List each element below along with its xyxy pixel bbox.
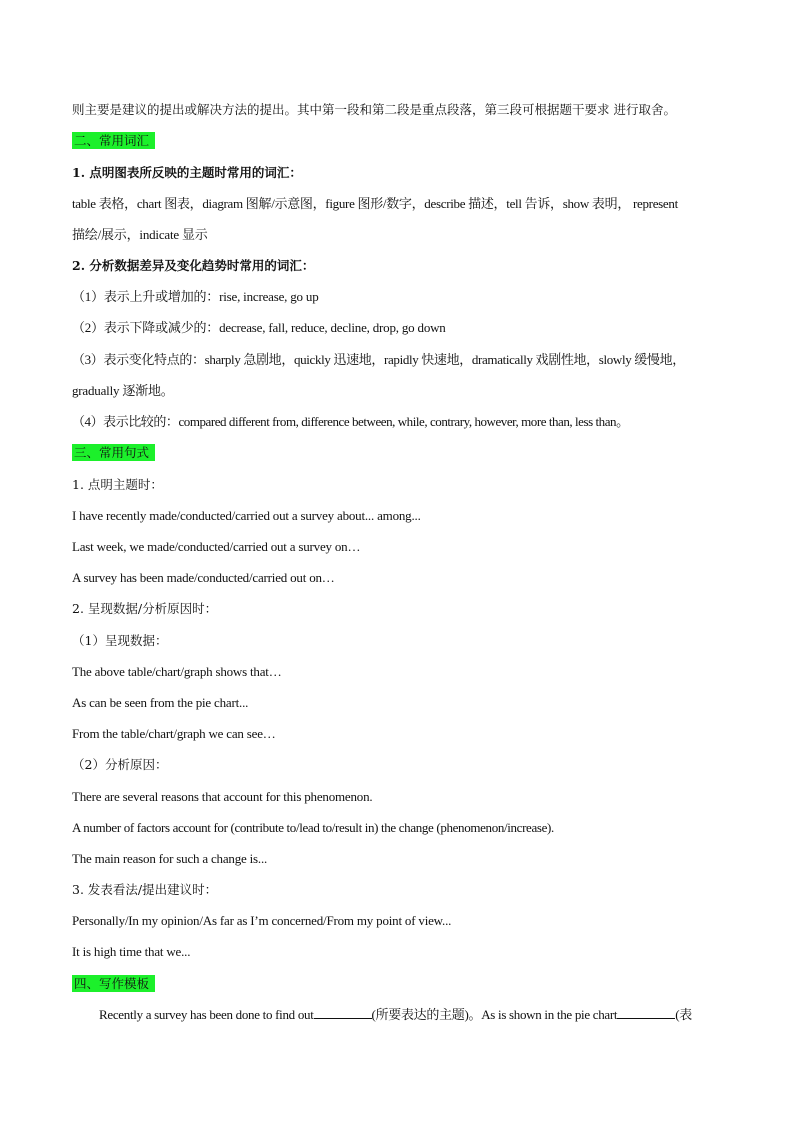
section-heading-sentences	[72, 443, 724, 463]
fill-in-blank	[617, 1006, 675, 1019]
vocab-trend-item-4: （4）表示比较的：compared different from, difference between, while, contrary, however, more than, less than。	[72, 414, 629, 429]
sentence-line: From the table/chart/graph we can see…	[72, 726, 276, 741]
sentence-line: As can be seen from the pie chart...	[72, 695, 249, 710]
vocab-trend-title: 2. 分析数据差异及变化趋势时常用的词汇：	[72, 258, 315, 273]
vocab-topic-line-1: table 表格，chart 图表，diagram 图解/示意图，figure 图形/数字，describe 描述，tell 告诉，show 表明， represent	[72, 196, 678, 211]
sentence-line: The above table/chart/graph shows that…	[72, 664, 282, 679]
sentence-line: A number of factors account for (contribute to/lead to/result in) the change (phenomenon/increase).	[72, 820, 554, 835]
template-text: (所要表达的主题)。As is shown in the pie chart	[371, 1007, 618, 1022]
sentence-topic-title: 1. 点明主题时：	[72, 477, 163, 492]
vocab-trend-item-1: （1）表示上升或增加的：rise, increase, go up	[72, 289, 319, 304]
sentence-line: There are several reasons that account for this phenomenon.	[72, 789, 373, 804]
sentence-line: Personally/In my opinion/As far as I’m concerned/From my point of view...	[72, 913, 452, 928]
highlighted-heading: 三、常用句式	[72, 444, 155, 461]
template-text: Recently a survey has been done to find out	[99, 1007, 314, 1022]
highlighted-heading: 四、写作模板	[72, 975, 155, 992]
sentence-opinion-title: 3. 发表看法/提出建议时：	[72, 882, 218, 897]
sentence-line: I have recently made/conducted/carried out a survey about... among...	[72, 508, 421, 523]
template-text: (表	[675, 1007, 692, 1022]
section-heading-template	[72, 974, 724, 994]
sentence-line: A survey has been made/conducted/carried out on…	[72, 570, 335, 585]
writing-template-line	[99, 1005, 724, 1025]
sentence-line: Last week, we made/conducted/carried out a survey on…	[72, 539, 361, 554]
vocab-topic-title: 1. 点明图表所反映的主题时常用的词汇：	[72, 165, 302, 180]
sentence-data-title: 2. 呈现数据/分析原因时：	[72, 601, 218, 616]
vocab-trend-item-2: （2）表示下降或减少的：decrease, fall, reduce, decline, drop, go down	[72, 320, 446, 335]
vocab-trend-item-3-line-1: （3）表示变化特点的：sharply 急剧地，quickly 迅速地，rapidly 快速地，dramatically 戏剧性地，slowly 缓慢地，	[72, 352, 685, 367]
section-heading-vocabulary	[72, 131, 724, 151]
vocab-trend-item-3-line-2: gradually 逐渐地。	[72, 383, 174, 398]
sentence-line: The main reason for such a change is...	[72, 851, 268, 866]
vocab-topic-line-2: 描绘/展示，indicate 显示	[72, 227, 208, 242]
sentence-line: It is high time that we...	[72, 944, 191, 959]
sentence-reason-subtitle: （2）分析原因：	[72, 757, 168, 772]
highlighted-heading: 二、常用词汇	[72, 132, 155, 149]
intro-paragraph: 则主要是建议的提出或解决方法的提出。其中第一段和第二段是重点段落，第三段可根据题干要求 进行取舍。	[72, 102, 676, 117]
sentence-data-subtitle: （1）呈现数据：	[72, 633, 168, 648]
fill-in-blank	[314, 1006, 372, 1019]
